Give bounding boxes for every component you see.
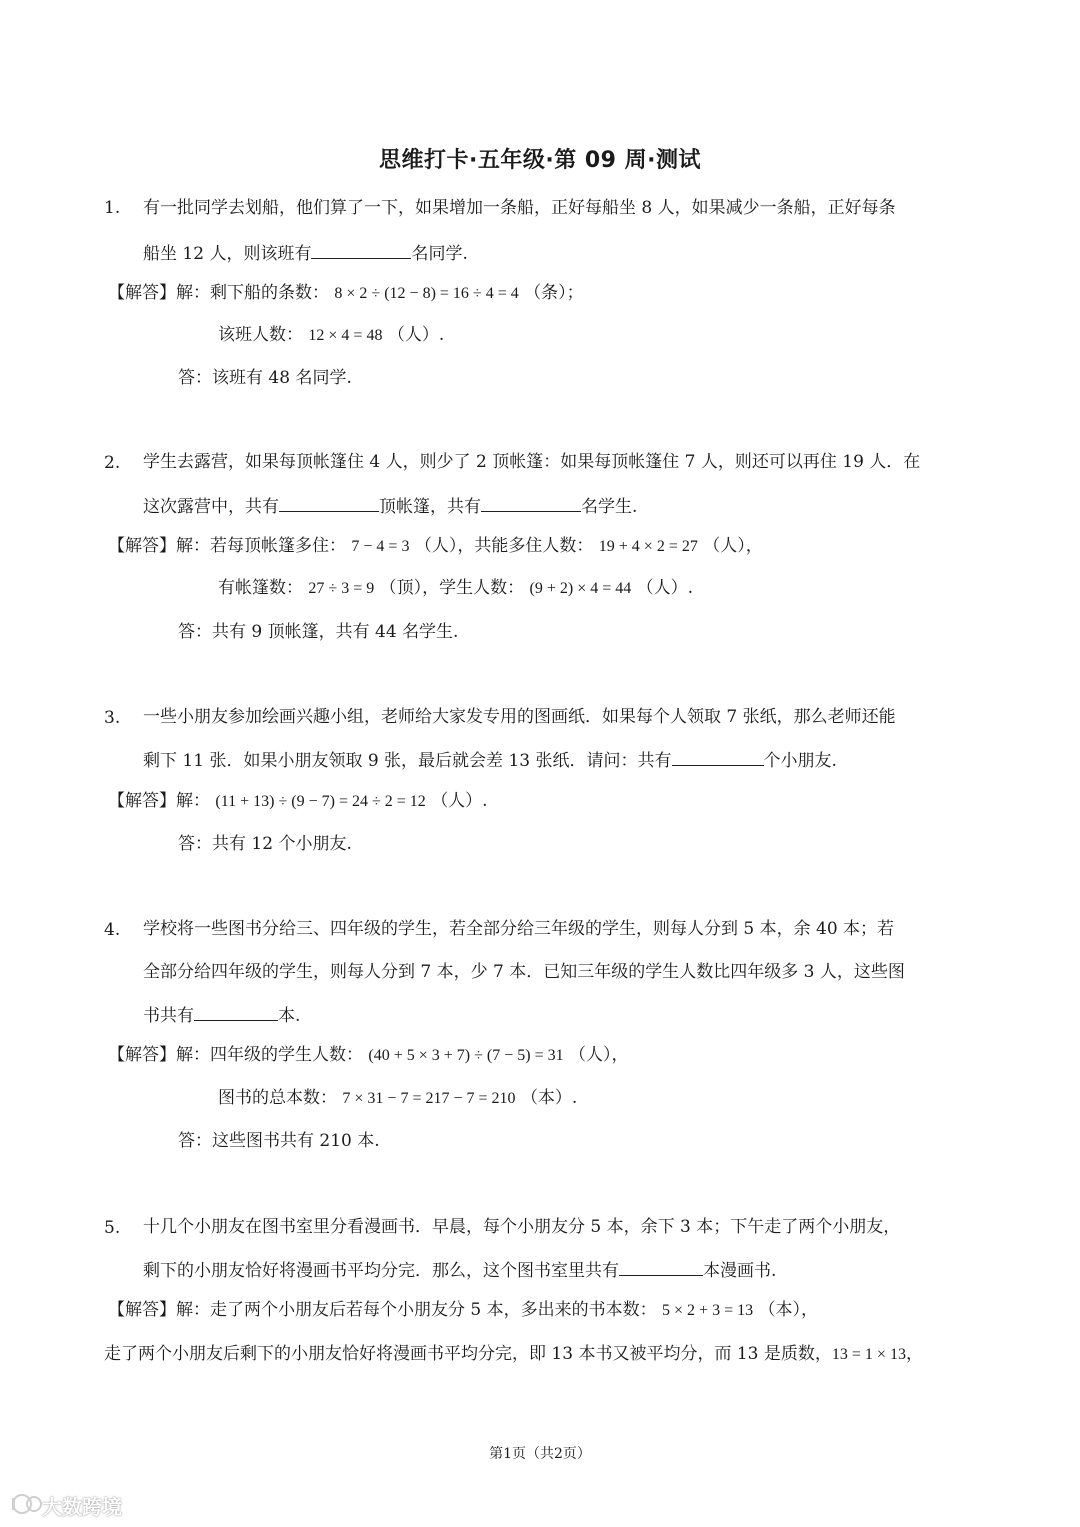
question-text-part: 个小朋友. (763, 751, 837, 771)
answer-line: 答：共有 12 个小朋友. (178, 834, 352, 854)
math-expression: 7 × 31 − 7 = 217 − 7 = 210 (342, 1090, 516, 1107)
math-expression: (40 + 5 × 3 + 7) ÷ (7 − 5) = 31 (368, 1047, 564, 1064)
question-number: 5. (104, 1218, 121, 1238)
math-expression: 7 − 4 = 3 (351, 538, 410, 555)
math-expression: (11 + 13) ÷ (9 − 7) = 24 ÷ 2 = 12 (215, 793, 426, 810)
answer-blank (672, 747, 764, 766)
question-text-part: 船坐 12 人，则该班有 (143, 244, 312, 264)
question-number: 4. (104, 920, 121, 940)
page-footer: 第1页（共2页） (489, 1446, 591, 1462)
question-text-part: 剩下的小朋友恰好将漫画书平均分完．那么，这个图书室里共有 (143, 1261, 619, 1281)
solution-line (218, 576, 693, 601)
watermark-text: 大数跨境 (42, 1495, 122, 1519)
question-text (143, 493, 637, 519)
question-text (143, 1002, 300, 1028)
math-expression: 19 + 4 × 2 = 27 (598, 538, 698, 555)
question-text-part: 顶帐篷，共有 (379, 497, 481, 517)
math-expression: 12 × 4 = 48 (308, 327, 383, 344)
math-expression: 8 × 2 ÷ (12 − 8) = 16 ÷ 4 = 4 (334, 285, 519, 302)
solution-text: 四年级的学生人数： (210, 1045, 363, 1065)
solution-text: ， (905, 1344, 923, 1364)
answer-blank (481, 493, 581, 512)
question-text: 有一批同学去划船，他们算了一下，如果增加一条船，正好每船坐 8 人，如果减少一条船，正好每条 (143, 198, 896, 218)
solution-text: 走了两个小朋友后剩下的小朋友恰好将漫画书平均分完，即 13 本书又被平均分，而 13 是质数， (104, 1344, 832, 1364)
question-text (143, 747, 837, 773)
question-number: 1. (104, 198, 121, 218)
page-title: 思维打卡·五年级·第 09 周·测试 (378, 148, 701, 173)
question-text-part: 剩下 11 张．如果小朋友领取 9 张，最后就会差 13 张纸．请问：共有 (143, 751, 672, 771)
solution-line (108, 1298, 818, 1323)
solution-text: 剩下船的条数： (210, 283, 329, 303)
solution-text: 该班人数： (218, 325, 303, 345)
solution-line (218, 323, 444, 348)
answer-blank (311, 240, 411, 259)
solution-text: （本）， (758, 1300, 819, 1320)
question-text: 全部分给四年级的学生，则每人分到 7 本，少 7 本．已知三年级的学生人数比四年级多 3 人，这些图 (143, 962, 905, 982)
question-text-part: 名学生. (581, 497, 638, 517)
question-text (143, 1257, 776, 1283)
solution-text: 走了两个小朋友后若每个小朋友分 5 本，多出来的书本数： (210, 1300, 657, 1320)
solution-text: （人）. (431, 791, 488, 811)
question-text-part: 书共有 (143, 1006, 194, 1026)
solution-text: （人）， (569, 1045, 629, 1065)
answer-line: 答：该班有 48 名同学. (178, 368, 352, 388)
solution-label: 【解答】解： (108, 536, 210, 556)
solution-line (104, 1342, 923, 1367)
solution-label: 【解答】解： (108, 1045, 210, 1065)
solution-line (108, 789, 488, 814)
math-expression: (9 + 2) × 4 = 44 (529, 580, 632, 597)
question-number: 3. (104, 708, 121, 728)
question-text: 学生去露营，如果每顶帐篷住 4 人，则少了 2 顶帐篷：如果每顶帐篷住 7 人，则还可以再住 19 人．在 (143, 452, 921, 472)
answer-blank (194, 1002, 278, 1021)
question-text-part: 本漫画书. (703, 1261, 777, 1281)
question-text-part: 这次露营中，共有 (143, 497, 279, 517)
solution-label: 【解答】解： (108, 791, 210, 811)
question-text: 学校将一些图书分给三、四年级的学生，若全部分给三年级的学生，则每人分到 5 本，余 40 本；若 (143, 919, 895, 939)
solution-line (108, 1043, 629, 1068)
question-text: 一些小朋友参加绘画兴趣小组，老师给大家发专用的图画纸．如果每个人领取 7 张纸，那么老师还能 (143, 707, 896, 727)
solution-text: （人）， (703, 536, 763, 556)
solution-text: （本）. (520, 1088, 578, 1108)
question-text-part: 本. (278, 1006, 301, 1026)
answer-blank (279, 493, 379, 512)
math-expression: 27 ÷ 3 = 9 (308, 580, 375, 597)
math-expression: 13 = 1 × 13 (831, 1346, 906, 1363)
answer-line: 答：这些图书共有 210 本. (178, 1131, 380, 1151)
solution-label: 【解答】解： (108, 283, 210, 303)
question-text: 十几个小朋友在图书室里分看漫画书．早晨，每个小朋友分 5 本，余下 3 本；下午走了两个小朋友， (143, 1217, 901, 1237)
answer-blank (619, 1257, 703, 1276)
solution-text: 若每顶帐篷多住： (210, 536, 346, 556)
solution-text: （人）. (387, 325, 445, 345)
question-text-part: 名同学. (411, 244, 468, 264)
solution-label: 【解答】解： (108, 1300, 210, 1320)
solution-text: 图书的总本数： (218, 1088, 337, 1108)
solution-text: （顶），学生人数： (379, 578, 525, 598)
solution-text: 有帐篷数： (218, 578, 303, 598)
math-expression: 5 × 2 + 3 = 13 (662, 1302, 754, 1319)
solution-text: （人）. (636, 578, 694, 598)
answer-line: 答：共有 9 顶帐篷，共有 44 名学生. (178, 622, 459, 642)
solution-line (218, 1086, 577, 1111)
solution-line (108, 534, 763, 559)
question-number: 2. (104, 453, 121, 473)
solution-text: （条）； (524, 283, 584, 303)
question-text (143, 240, 468, 266)
solution-text: （人），共能多住人数： (414, 536, 594, 556)
solution-line (108, 281, 584, 306)
